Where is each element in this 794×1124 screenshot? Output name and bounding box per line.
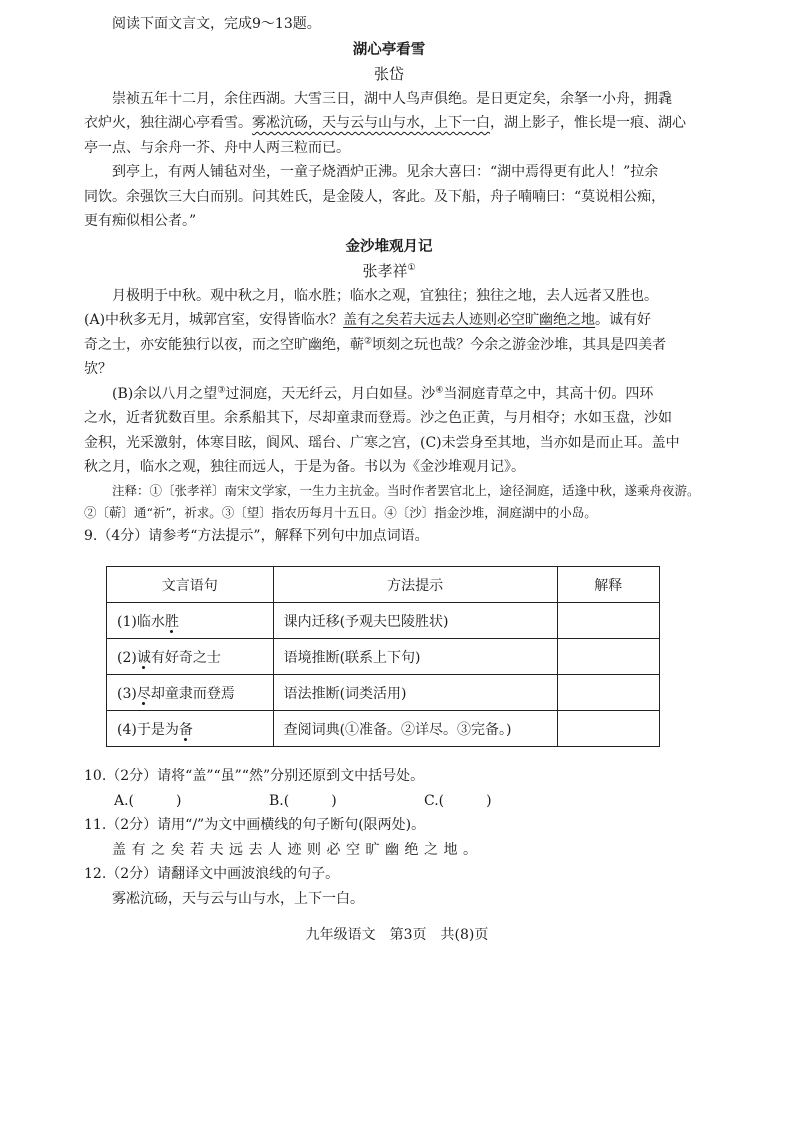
q10-prompt: 10.（2分）请将“盖”“虽”“然”分别还原到文中括号处。 xyxy=(84,768,425,784)
answer-cell[interactable] xyxy=(557,675,659,711)
annotation-line: ②〔蕲〕通“祈”，祈求。③〔望〕指农历每月十五日。④〔沙〕指金沙堆，洞庭湖中的小岛。 xyxy=(84,504,597,520)
q12-prompt: 12.（2分）请翻译文中画波浪线的句子。 xyxy=(84,866,340,882)
sentence-cell: (4)于是为备 xyxy=(107,711,274,747)
table-row xyxy=(107,639,660,675)
passage1-line: 同饮。余强饮三大白而别。问其姓氏，是金陵人，客此。及下船，舟子喃喃曰：“莫说相公痴， xyxy=(84,188,666,205)
choice-b[interactable]: B.( ) xyxy=(269,792,337,809)
q9-table xyxy=(106,566,660,747)
table-header: 文言语句 xyxy=(107,567,274,603)
page-footer: 九年级语文 第3页 共(8)页 xyxy=(305,927,489,943)
passage2-line: 金积，光采激射，体寒目眩，阆风、瑶台、广寒之宫，(C)未尝身至其地，当亦如是而止耳。盖中 xyxy=(84,434,680,451)
passage2-line: 奇之士，亦安能独行以夜，而之空旷幽绝，蕲②顷刻之玩也哉？今余之游金沙堆，其具是四美者 xyxy=(84,335,667,353)
table-row xyxy=(107,603,660,639)
choice-c[interactable]: C.( ) xyxy=(424,792,492,809)
sentence-cell: (2)诚有好奇之士 xyxy=(107,639,274,675)
q9-prompt: 9.（4分）请参考“方法提示”，解释下列句中加点词语。 xyxy=(84,527,429,544)
passage1-line: 到亭上，有两人铺毡对坐，一童子烧酒炉正沸。见余大喜曰：“湖中焉得更有此人！”拉余 xyxy=(112,164,659,180)
passage1-line: 亭一点、与余舟一芥、舟中人两三粒而已。 xyxy=(84,139,350,156)
answer-cell[interactable] xyxy=(557,711,659,747)
dotted-word: 备 xyxy=(178,721,193,738)
passage2-line: 欤？ xyxy=(84,361,112,377)
wavy-underlined-sentence: 雾凇沆砀，天与云与山与水，上下一白 xyxy=(252,115,490,131)
dotted-word: 诚 xyxy=(136,649,151,666)
hint-cell: 查阅词典(①准备。②详尽。③完备。) xyxy=(273,711,557,747)
q12-sentence: 雾凇沆砀，天与云与山与水，上下一白。 xyxy=(112,890,364,907)
footnote-marker: ② xyxy=(364,335,373,346)
hint-cell: 语法推断(词类活用) xyxy=(273,675,557,711)
passage2-line: 之水，近者犹数百里。余系船其下，尽却童隶而登焉。沙之色正黄，与月相夺；水如玉盘，沙如 xyxy=(84,410,672,426)
underlined-sentence: 盖有之矣若夫远去人迹则必空旷幽绝之地 xyxy=(343,312,596,328)
sentence-cell: (3)尽却童隶而登焉 xyxy=(107,675,274,711)
passage1-line: 崇祯五年十二月，余住西湖。大雪三日，湖中人鸟声俱绝。是日更定矣，余拏一小舟，拥毳 xyxy=(112,90,672,107)
hint-cell: 语境推断(联系上下句) xyxy=(273,639,557,675)
q11-sentence[interactable]: 盖有之矣若夫远去人迹则必空旷幽绝之地。 xyxy=(112,841,483,858)
dotted-word: 胜 xyxy=(164,613,179,630)
passage1-line: 衣炉火，独往湖心亭看雪。雾凇沆砀，天与云与山与水，上下一白，湖上影子，惟长堤一痕、湖心 xyxy=(84,115,686,131)
passage2-line: (A)中秋多无月，城郭宫室，安得皆临水？盖有之矣若夫远去人迹则必空旷幽绝之地。诚有好 xyxy=(84,312,652,328)
passage2-title: 金沙堆观月记 xyxy=(345,237,433,255)
reading-passages xyxy=(84,12,700,548)
table-row xyxy=(107,675,660,711)
table-row xyxy=(107,711,660,747)
questions xyxy=(84,764,694,911)
passage2-author: 张孝祥① xyxy=(362,262,416,280)
answer-cell[interactable] xyxy=(557,639,659,675)
q10-choices xyxy=(84,789,694,814)
annotation-line: 注释：①〔张孝祥〕南宋文学家，一生力主抗金。当时作者罢官北上，途径洞庭，适逢中秋，遂乘舟夜游。 xyxy=(112,482,700,498)
passage2-line: (B)余以八月之望③过洞庭，天无纤云，月白如昼。沙④当洞庭青草之中，其高十仞。四环 xyxy=(112,384,654,402)
footnote-marker: ① xyxy=(407,263,416,273)
table-header-row xyxy=(107,567,660,603)
section-intro: 阅读下面文言文，完成9～13题。 xyxy=(112,16,321,32)
choice-a[interactable]: A.( ) xyxy=(114,792,182,809)
q11-prompt: 11.（2分）请用“/”为文中画横线的句子断句(限两处)。 xyxy=(84,817,426,833)
passage1-author: 张岱 xyxy=(373,65,404,83)
footnote-marker: ③ xyxy=(217,384,226,395)
dotted-word: 尽 xyxy=(136,685,151,702)
answer-cell[interactable] xyxy=(557,603,659,639)
passage2-line: 月极明于中秋。观中秋之月，临水胜；临水之观，宜独往；独往之地，去人远者又胜也。 xyxy=(112,287,658,304)
table-header: 解释 xyxy=(557,567,659,603)
passage1-line: 更有痴似相公者。” xyxy=(84,213,197,229)
table-header: 方法提示 xyxy=(273,567,557,603)
sentence-cell: (1)临水胜 xyxy=(107,603,274,639)
passage2-line: 秋之月，临水之观，独往而远人，于是为备。书以为《金沙堆观月记》。 xyxy=(84,459,525,475)
hint-cell: 课内迁移(予观夫巴陵胜状) xyxy=(273,603,557,639)
footnote-marker: ④ xyxy=(435,384,444,395)
passage1-title: 湖心亭看雪 xyxy=(352,40,426,58)
